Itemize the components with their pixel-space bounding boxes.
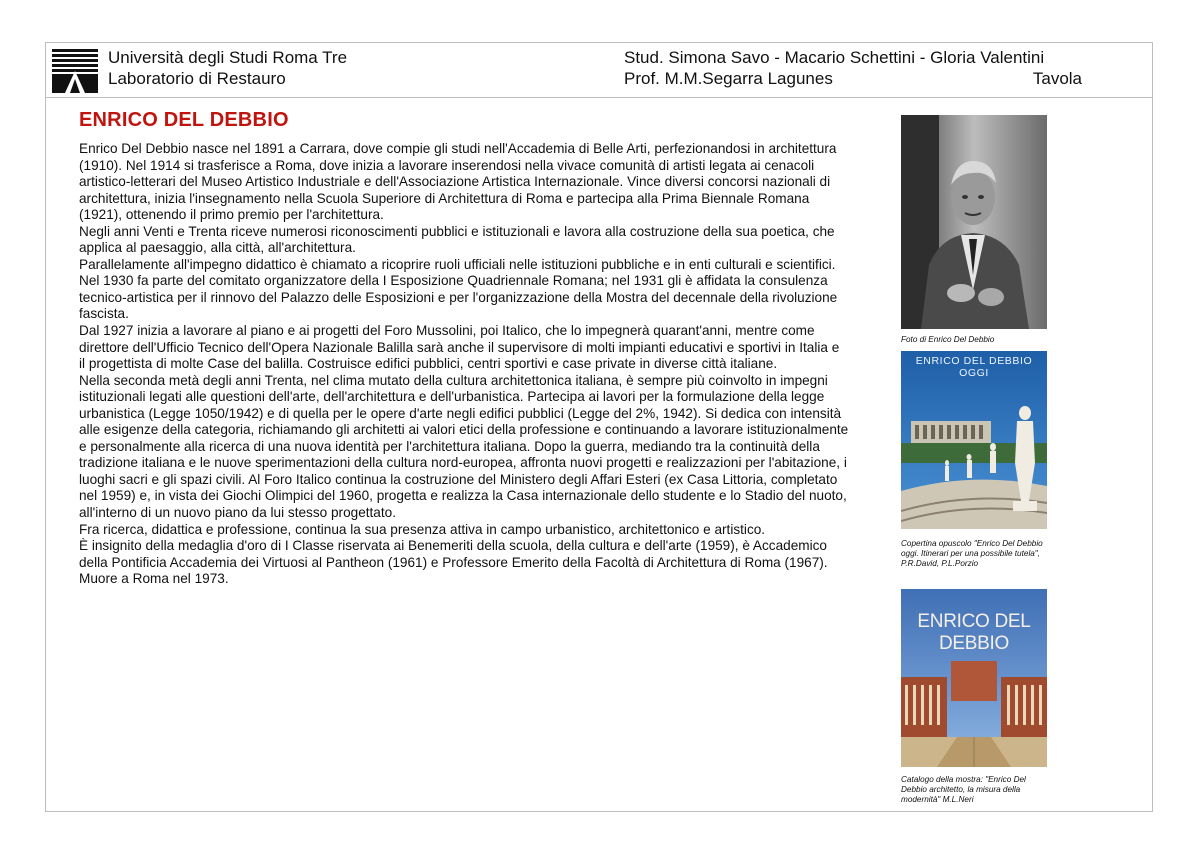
lab-name: Laboratorio di Restauro [108,69,286,88]
students-line: Stud. Simona Savo - Macario Schettini - Gloria Valentini [624,48,1045,67]
booklet-cover [901,351,1047,529]
catalogue-cover [901,589,1047,767]
paragraph: Fra ricerca, didattica e professione, continua la sua presenza attiva in campo urbanistico, architettonico e artistico. [79,521,766,537]
portrait-photo [901,115,1047,329]
professor-line: Prof. M.M.Segarra Lagunes [624,69,833,88]
university-name: Università degli Studi Roma Tre [108,48,348,67]
booklet-cover-title: ENRICO DEL DEBBIO OGGI [915,355,1033,379]
page-frame [45,42,1153,812]
catalogue-cover-title: ENRICO DEL DEBBIO [917,611,1031,654]
portrait-caption: Foto di Enrico Del Debbio [901,335,995,344]
biography-text [79,141,849,588]
booklet-caption: Copertina opuscolo "Enrico Del Debbio oggi. Itinerari per una possibile tutela", P.R.David, P.L.Porzio [901,539,1043,568]
paragraph: Muore a Roma nel 1973. [79,571,229,587]
paragraph: È insignito della medaglia d'oro di I Classe riservata ai Benemeriti della scuola, della cultura e dell'arte (1959), è Accademico della Pontificia Accademia dei Virtuosi al Pantheon (1961) e Professore Emerito della Facoltà di Architettura di Roma (1967). [79,538,828,570]
paragraph: Nella seconda metà degli anni Trenta, nel clima mutato della cultura architettonica italiana, è sempre più coinvolto in impegni istituzionali legati alle questioni dell'arte, dell'architettura e dell'urbanistica. Partecipa ai lavori per la formulazione della legge urbanistica (Legge 1050/1942) e di quella per le opere d'arte negli edifici pubblici (Legge del 2%, 1942). Si dedica con intensità alle esigenze della categoria, richiamando gli architetti ai valori etici della professione e continuando a lavorare istituzionalmente e personalmente alla ricerca di una nuova identità per l'architettura italiana. Dopo la guerra, mediando tra la continuità della tradizione italiana e le nuove sperimentazioni della cultura nord-europea, affronta nuovi progetti e realizzazioni per l'abitazione, i luoghi sacri e gli spazi civili. Al Foro Italico continua la costruzione del Ministero degli Affari Esteri (ex Casa Littoria, completato nel 1959) e, in vista dei Giochi Olimpici del 1960, progetta e realizza la Casa internazionale dello studente e lo Stadio del nuoto, all'interno di un nuovo piano da lui stesso progettato. [79,372,849,521]
page-title: ENRICO DEL DEBBIO [79,109,289,131]
header [46,43,1152,98]
catalogue-caption: Catalogo della mostra: "Enrico Del Debbio architetto, la misura della modernità" M.L.Neri [901,775,1026,804]
tavola-label: Tavola [1032,69,1082,88]
university-block [108,47,347,89]
paragraph: Parallelamente all'impegno didattico è chiamato a ricoprire ruoli ufficiali nelle istituzioni pubbliche e in enti culturali e scientifici. Nel 1930 fa parte del comitato organizzatore della I Esposizione Quadriennale Romana; nel 1931 gli è affidata la consulenza tecnico-artistica per il rinnovo del Palazzo delle Esposizioni e per l'organizzazione della Mostra del decennale della rivoluzione fascista. [79,256,838,322]
paragraph: Dal 1927 inizia a lavorare al piano e ai progetti del Foro Mussolini, poi Italico, che lo impegnerà quarant'anni, mentre come direttore dell'Ufficio Tecnico dell'Opera Nazionale Balilla sarà anche il supervisore di molti impianti educativi e sportivi in Italia e il progettista di molte Case del balilla. Costruisce edifici pubblici, centri sportivi e case private in diverse città italiane. [79,323,840,372]
paragraph: Enrico Del Debbio nasce nel 1891 a Carrara, dove compie gli studi nell'Accademia di Belle Arti, perfezionandosi in architettura (1910). Nel 1914 si trasferisce a Roma, dove inizia a lavorare inserendosi nella vivace comunità di artisti legata ai cenacoli artistico-letterari del Museo Artistico Industriale e dell'Associazione Artistica Internazionale. Vince diversi concorsi nazionali di architettura, inizia l'insegnamento nella Scuola Superiore di Architettura di Roma e partecipa alla Prima Biennale Romana (1921), ottenendo il primo premio per l'architettura. [79,141,837,223]
paragraph: Negli anni Venti e Trenta riceve numerosi riconoscimenti pubblici e istituzionali e lavora alla costruzione della sua poetica, che applica al paesaggio, alla città, all'architettura. [79,223,835,256]
authors-block [624,47,1082,89]
roma-tre-logo [52,49,98,93]
